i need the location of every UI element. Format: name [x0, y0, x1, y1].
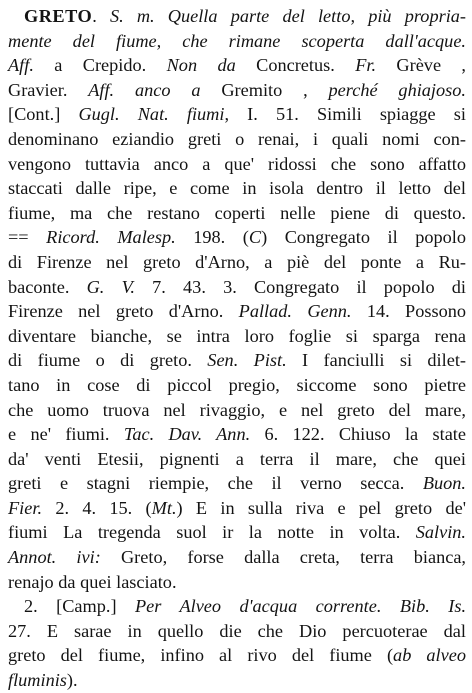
text-line: [8, 299, 466, 324]
italic-text: mente del fiume, che rimane scoperta dall'acque.: [8, 30, 466, 51]
text-span: greti e stagni riempie, che il verno secca.: [8, 473, 423, 494]
text-line: [8, 594, 466, 619]
text-span: di Firenze nel greto d'Arno, a piè del ponte a Ru-: [8, 251, 466, 272]
text-span: Gravier.: [8, 79, 89, 100]
text-line: [8, 78, 466, 103]
text-span: ==: [8, 227, 47, 248]
italic-text: Aff.: [8, 55, 34, 76]
italic-text: S. m. Quella parte del letto, più propria-: [109, 6, 467, 26]
text-span: , I. 51. Simili spiagge si: [224, 104, 467, 125]
text-line: [8, 225, 466, 250]
text-span: a Crepido.: [33, 55, 167, 76]
headword: GRETO: [24, 6, 93, 26]
text-span: .: [92, 6, 110, 26]
text-line: [8, 471, 466, 496]
text-span: 6. 122. Chiuso la state: [250, 424, 466, 445]
dictionary-entry: [8, 4, 466, 693]
entry-text: [8, 4, 466, 693]
text-span: Grève ,: [376, 55, 467, 76]
text-span: [Cont.]: [8, 104, 79, 125]
text-line: [8, 102, 466, 127]
italic-text: Gugl. Nat. fiumi: [78, 104, 225, 125]
text-span: 2. [Camp.]: [24, 596, 135, 617]
italic-text: C: [248, 227, 262, 248]
text-line: [8, 275, 466, 300]
text-line: [8, 643, 466, 668]
text-span: Firenze nel greto d'Arno.: [8, 301, 239, 322]
text-span: vengono tuttavia anco a que' ridossi che sono affatto: [8, 153, 466, 174]
text-line: [8, 250, 466, 275]
text-line: [8, 520, 466, 545]
italic-text: Ricord. Malesp.: [46, 227, 176, 248]
text-span: 2. 4. 15. (: [42, 497, 152, 518]
text-line: [8, 422, 466, 447]
text-line: [8, 447, 466, 472]
text-span: tano in cose di piccol pregio, siccome sono pietre: [8, 374, 466, 395]
text-span: ).: [66, 670, 78, 691]
text-line: [8, 668, 466, 693]
italic-text: Pallad. Genn.: [238, 301, 352, 322]
italic-text: Buon.: [422, 473, 466, 494]
text-span: Greto, forse dalla creta, terra bianca,: [100, 547, 467, 568]
text-span: denominano eziandio greti o renai, i quali nomi con-: [8, 128, 466, 149]
text-line: [8, 545, 466, 570]
italic-text: Non da: [166, 55, 236, 76]
text-span: baconte.: [8, 276, 87, 297]
text-span: greto del fiume, infino al rivo del fiume (: [8, 645, 394, 666]
text-span: e ne' fiumi.: [8, 424, 124, 445]
text-line: [8, 348, 466, 373]
italic-text: Salvin.: [415, 522, 466, 543]
text-line: [8, 201, 466, 226]
text-span: che uomo truova nel rivaggio, e nel greto del mare,: [8, 399, 466, 420]
text-span: Concretus.: [235, 55, 356, 76]
text-span: 14. Possono: [351, 301, 466, 322]
text-line: [8, 496, 466, 521]
text-span: Gremito ,: [200, 79, 329, 100]
italic-text: Fr.: [355, 55, 377, 76]
text-line: [8, 152, 466, 177]
text-span: staccati dalle ripe, e come in isola dentro il letto del: [8, 178, 466, 199]
text-line: [8, 53, 466, 78]
italic-text: Fier.: [8, 497, 43, 518]
text-span: da' venti Etesii, pignenti a terra il mare, che quei: [8, 448, 466, 469]
italic-text: Mt.: [151, 497, 177, 518]
italic-text: Tac. Dav. Ann.: [123, 424, 251, 445]
text-span: renajo da quei lasciato.: [8, 571, 177, 592]
text-span: diventare bianche, se intra loro foglie si sparga rena: [8, 325, 466, 346]
italic-text: perché ghiajoso.: [328, 79, 466, 100]
italic-text: Per Alveo d'acqua corrente. Bib. Is.: [134, 596, 467, 617]
text-span: ) E in sulla riva e pel greto de': [176, 497, 466, 518]
italic-text: Annot. ivi:: [8, 547, 101, 568]
text-span: ) Congregato il popolo: [261, 227, 466, 248]
text-span: 27. E sarae in quello die che Dio percuoterae dal: [8, 620, 466, 641]
text-span: 198. (: [175, 227, 249, 248]
text-line: [8, 324, 466, 349]
text-span: 7. 43. 3. Congregato il popolo di: [134, 276, 466, 297]
italic-text: G. V.: [86, 276, 135, 297]
text-line: [8, 570, 466, 595]
text-span: [114, 80, 135, 100]
italic-text: Aff.: [88, 79, 115, 100]
text-line: [8, 398, 466, 423]
italic-text: fluminis: [8, 670, 67, 691]
text-span: di fiume o di greto.: [8, 350, 208, 371]
italic-text: Sen. Pist.: [207, 350, 287, 371]
text-line: [8, 619, 466, 644]
text-line: [8, 176, 466, 201]
italic-text: anco a: [134, 79, 201, 100]
text-line: [8, 29, 466, 54]
text-span: I fanciulli si dilet-: [286, 350, 466, 371]
text-line: [8, 4, 466, 29]
text-span: fiumi La tregenda suol ir la notte in volta.: [8, 522, 416, 543]
text-line: [8, 373, 466, 398]
text-line: [8, 127, 466, 152]
italic-text: ab alveo: [393, 645, 466, 666]
text-span: fiume, ma che restano coperti nelle piene di questo.: [8, 202, 466, 223]
